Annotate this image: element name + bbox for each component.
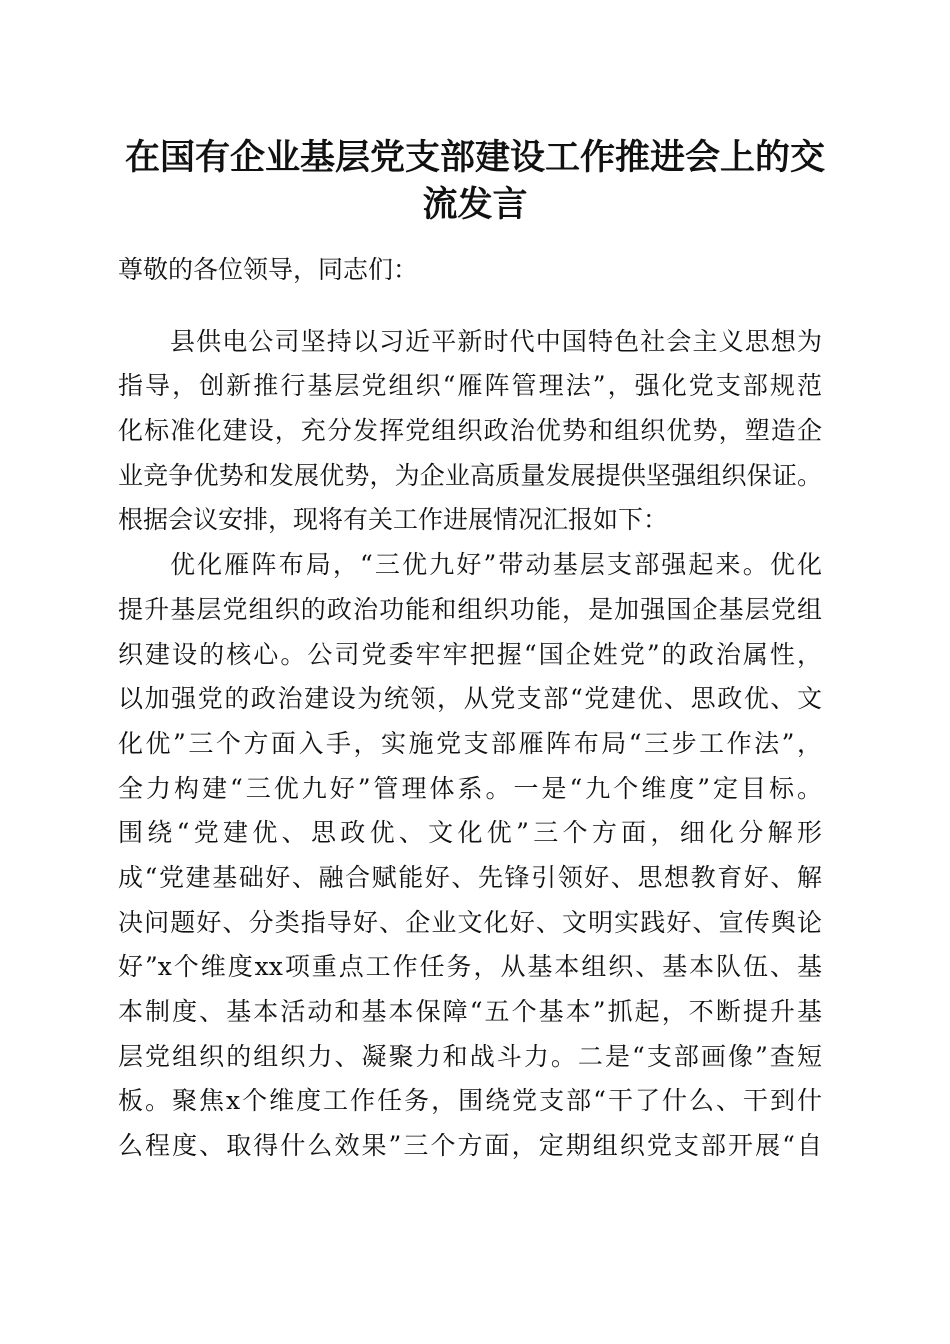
text-line: 根据会议安排，现将有关工作进展情况汇报如下： <box>118 505 669 535</box>
paragraph <box>118 320 822 543</box>
document-title <box>100 134 850 228</box>
text-line: 决问题好、分类指导好、企业文化好、文明实践好、宣传舆论 <box>118 907 822 937</box>
text-line: 化标准化建设，充分发挥党组织政治优势和组织优势，塑造企 <box>118 416 822 446</box>
salutation: 尊敬的各位领导，同志们： <box>118 255 419 284</box>
text-line: 织建设的核心。公司党委牢牢把握“国企姓党”的政治属性， <box>118 639 822 669</box>
text-line: 指导，创新推行基层党组织“雁阵管理法”，强化党支部规范 <box>118 371 822 401</box>
text-line: 层党组织的组织力、凝聚力和战斗力。二是“支部画像”查短 <box>118 1041 822 1071</box>
text-line: 板。聚焦x个维度工作任务，围绕党支部“干了什么、干到什 <box>118 1086 822 1116</box>
text-line: 业竞争优势和发展优势，为企业高质量发展提供坚强组织保证。 <box>118 460 822 490</box>
title-line: 流发言 <box>422 184 528 225</box>
title-line: 在国有企业基层党支部建设工作推进会上的交 <box>124 137 825 178</box>
paragraph <box>118 543 822 1169</box>
text-line: 以加强党的政治建设为统领，从党支部“党建优、思政优、文 <box>118 684 822 714</box>
text-line: 本制度、基本活动和基本保障“五个基本”抓起，不断提升基 <box>118 997 822 1026</box>
document-body <box>118 248 822 1169</box>
text-line: 么程度、取得什么效果”三个方面，定期组织党支部开展“自 <box>118 1131 822 1161</box>
text-line: 好”x个维度xx项重点工作任务，从基本组织、基本队伍、基 <box>118 952 822 982</box>
text-line: 提升基层党组织的政治功能和组织功能，是加强国企基层党组 <box>118 594 822 624</box>
text-line: 县供电公司坚持以习近平新时代中国特色社会主义思想为 <box>170 326 822 356</box>
text-line: 成“党建基础好、融合赋能好、先锋引领好、思想教育好、解 <box>118 862 822 892</box>
text-line: 全力构建“三优九好”管理体系。一是“九个维度”定目标。 <box>118 773 822 803</box>
text-line: 化优”三个方面入手，实施党支部雁阵布局“三步工作法”， <box>118 728 822 758</box>
text-line: 围绕“党建优、思政优、文化优”三个方面，细化分解形 <box>118 818 822 848</box>
text-line: 优化雁阵布局，“三优九好”带动基层支部强起来。优化 <box>170 550 822 580</box>
